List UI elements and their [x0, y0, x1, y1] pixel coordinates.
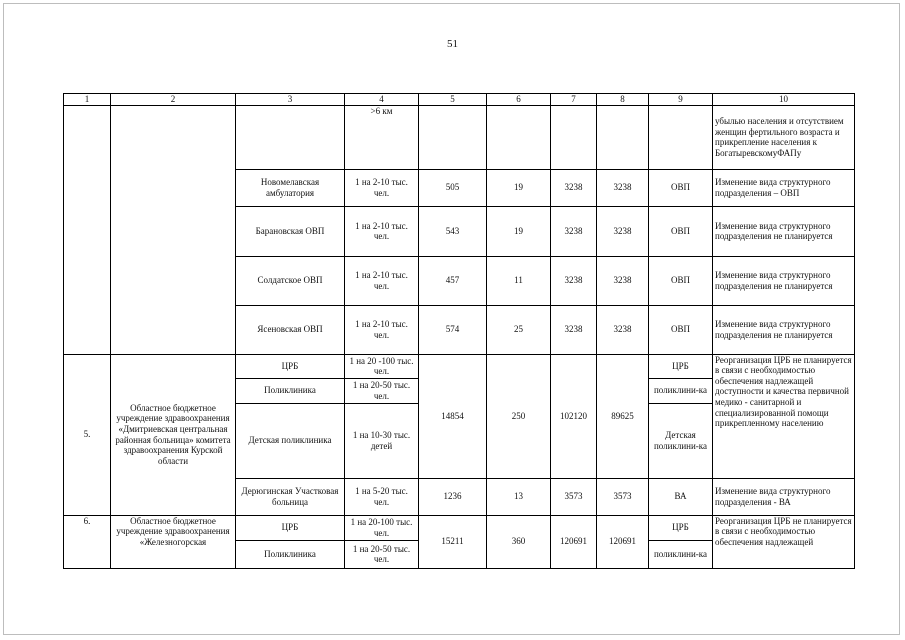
cell-c9: Детская поликлини-ка — [649, 403, 713, 478]
cell-norm: 1 на 20-50 тыс. чел. — [345, 378, 419, 403]
cell-norm: 1 на 2-10 тыс. чел. — [345, 169, 419, 206]
cell-c5: 543 — [419, 206, 487, 256]
cell-c5: 505 — [419, 169, 487, 206]
cell-c8: 3238 — [597, 206, 649, 256]
cell-c9: поликлини-ка — [649, 378, 713, 403]
cell-c8: 89625 — [597, 354, 649, 478]
cell-norm: 1 на 20-100 тыс. чел. — [345, 515, 419, 540]
cell-org — [111, 105, 236, 354]
cell-note: Изменение вида структурного подразделения - ВА — [713, 478, 855, 515]
cell-unit: Поликлиника — [236, 378, 345, 403]
cell-c7: 3238 — [551, 169, 597, 206]
cell-unit: Поликлиника — [236, 540, 345, 568]
health-facilities-table — [63, 93, 855, 569]
cell-c6: 25 — [487, 305, 551, 354]
cell-c7: 3238 — [551, 305, 597, 354]
cell-c6: 19 — [487, 206, 551, 256]
cell-norm: 1 на 10-30 тыс. детей — [345, 403, 419, 478]
cell-norm: 1 на 2-10 тыс. чел. — [345, 305, 419, 354]
cell-unit: ЦРБ — [236, 515, 345, 540]
cell-c6: 19 — [487, 169, 551, 206]
col-header-9: 9 — [649, 94, 713, 106]
cell-c8: 3238 — [597, 256, 649, 305]
page-number: 51 — [447, 38, 458, 50]
col-header-6: 6 — [487, 94, 551, 106]
col-header-4: 4 — [345, 94, 419, 106]
cell-note: Изменение вида структурного подразделения – ОВП — [713, 169, 855, 206]
cell-unit: Ясеновская ОВП — [236, 305, 345, 354]
col-header-5: 5 — [419, 94, 487, 106]
col-header-2: 2 — [111, 94, 236, 106]
cell-c8: 3238 — [597, 169, 649, 206]
cell-c9: ОВП — [649, 206, 713, 256]
cell-c7: 120691 — [551, 515, 597, 568]
cell-c9: ЦРБ — [649, 515, 713, 540]
cell-unit: Детская поликлиника — [236, 403, 345, 478]
col-header-7: 7 — [551, 94, 597, 106]
cell-c5: 574 — [419, 305, 487, 354]
cell-c6: 360 — [487, 515, 551, 568]
organization-name: Областное бюджетное учреждение здравоохранения «Дмитриевская центральная районная больница» комитета здравоохранения Курской области — [111, 354, 236, 515]
cell-note: Изменение вида структурного подразделения не планируется — [713, 305, 855, 354]
table-row — [64, 354, 855, 378]
cell-c9: ОВП — [649, 256, 713, 305]
cell-c5: 457 — [419, 256, 487, 305]
cell-c9: поликлини-ка — [649, 540, 713, 568]
cell-unit: Новомелавская амбулатория — [236, 169, 345, 206]
row-number: 5. — [64, 354, 111, 515]
cell-num — [64, 105, 111, 354]
cell-c7 — [551, 105, 597, 169]
table-row — [64, 105, 855, 169]
cell-c7: 3238 — [551, 206, 597, 256]
cell-unit: Дерюгинская Участковая больница — [236, 478, 345, 515]
organization-name: Областное бюджетное учреждение здравоохранения «Железногорская — [111, 515, 236, 568]
cell-c5: 15211 — [419, 515, 487, 568]
cell-norm: 1 на 20 -100 тыс. чел. — [345, 354, 419, 378]
cell-c7: 3573 — [551, 478, 597, 515]
cell-c8: 3238 — [597, 305, 649, 354]
cell-unit: ЦРБ — [236, 354, 345, 378]
row-number: 6. — [64, 515, 111, 568]
cell-c9: ЦРБ — [649, 354, 713, 378]
cell-c6: 11 — [487, 256, 551, 305]
cell-c7: 3238 — [551, 256, 597, 305]
cell-c9: ОВП — [649, 169, 713, 206]
cell-c9: ВА — [649, 478, 713, 515]
cell-c5: 1236 — [419, 478, 487, 515]
cell-note: Изменение вида структурного подразделения не планируется — [713, 206, 855, 256]
cell-norm: 1 на 5-20 тыс. чел. — [345, 478, 419, 515]
table-row — [64, 515, 855, 540]
col-header-10: 10 — [713, 94, 855, 106]
cell-c6: 250 — [487, 354, 551, 478]
cell-norm: 1 на 2-10 тыс. чел. — [345, 206, 419, 256]
cell-c6: 13 — [487, 478, 551, 515]
cell-note: убылью населения и отсутствием женщин фертильного возраста и прикрепление населения к БогатыревскомуФАПу — [713, 105, 855, 169]
col-header-3: 3 — [236, 94, 345, 106]
cell-norm: >6 км — [345, 105, 419, 169]
cell-c9: ОВП — [649, 305, 713, 354]
col-header-1: 1 — [64, 94, 111, 106]
cell-c5: 14854 — [419, 354, 487, 478]
col-header-8: 8 — [597, 94, 649, 106]
cell-norm: 1 на 20-50 тыс. чел. — [345, 540, 419, 568]
cell-c7: 102120 — [551, 354, 597, 478]
cell-unit: Барановская ОВП — [236, 206, 345, 256]
cell-note: Реорганизация ЦРБ не планируется в связи с необходимостью обеспечения надлежащей доступности и качества первичной медико - санитарной и специализированной помощи прикрепленному населению — [713, 354, 855, 478]
cell-c5 — [419, 105, 487, 169]
cell-note: Изменение вида структурного подразделения не планируется — [713, 256, 855, 305]
cell-c9 — [649, 105, 713, 169]
cell-c8 — [597, 105, 649, 169]
cell-unit — [236, 105, 345, 169]
cell-unit: Солдатское ОВП — [236, 256, 345, 305]
header-row — [64, 94, 855, 106]
cell-c8: 120691 — [597, 515, 649, 568]
cell-note: Реорганизация ЦРБ не планируется в связи с необходимостью обеспечения надлежащей — [713, 515, 855, 568]
cell-c8: 3573 — [597, 478, 649, 515]
cell-norm: 1 на 2-10 тыс. чел. — [345, 256, 419, 305]
cell-c6 — [487, 105, 551, 169]
